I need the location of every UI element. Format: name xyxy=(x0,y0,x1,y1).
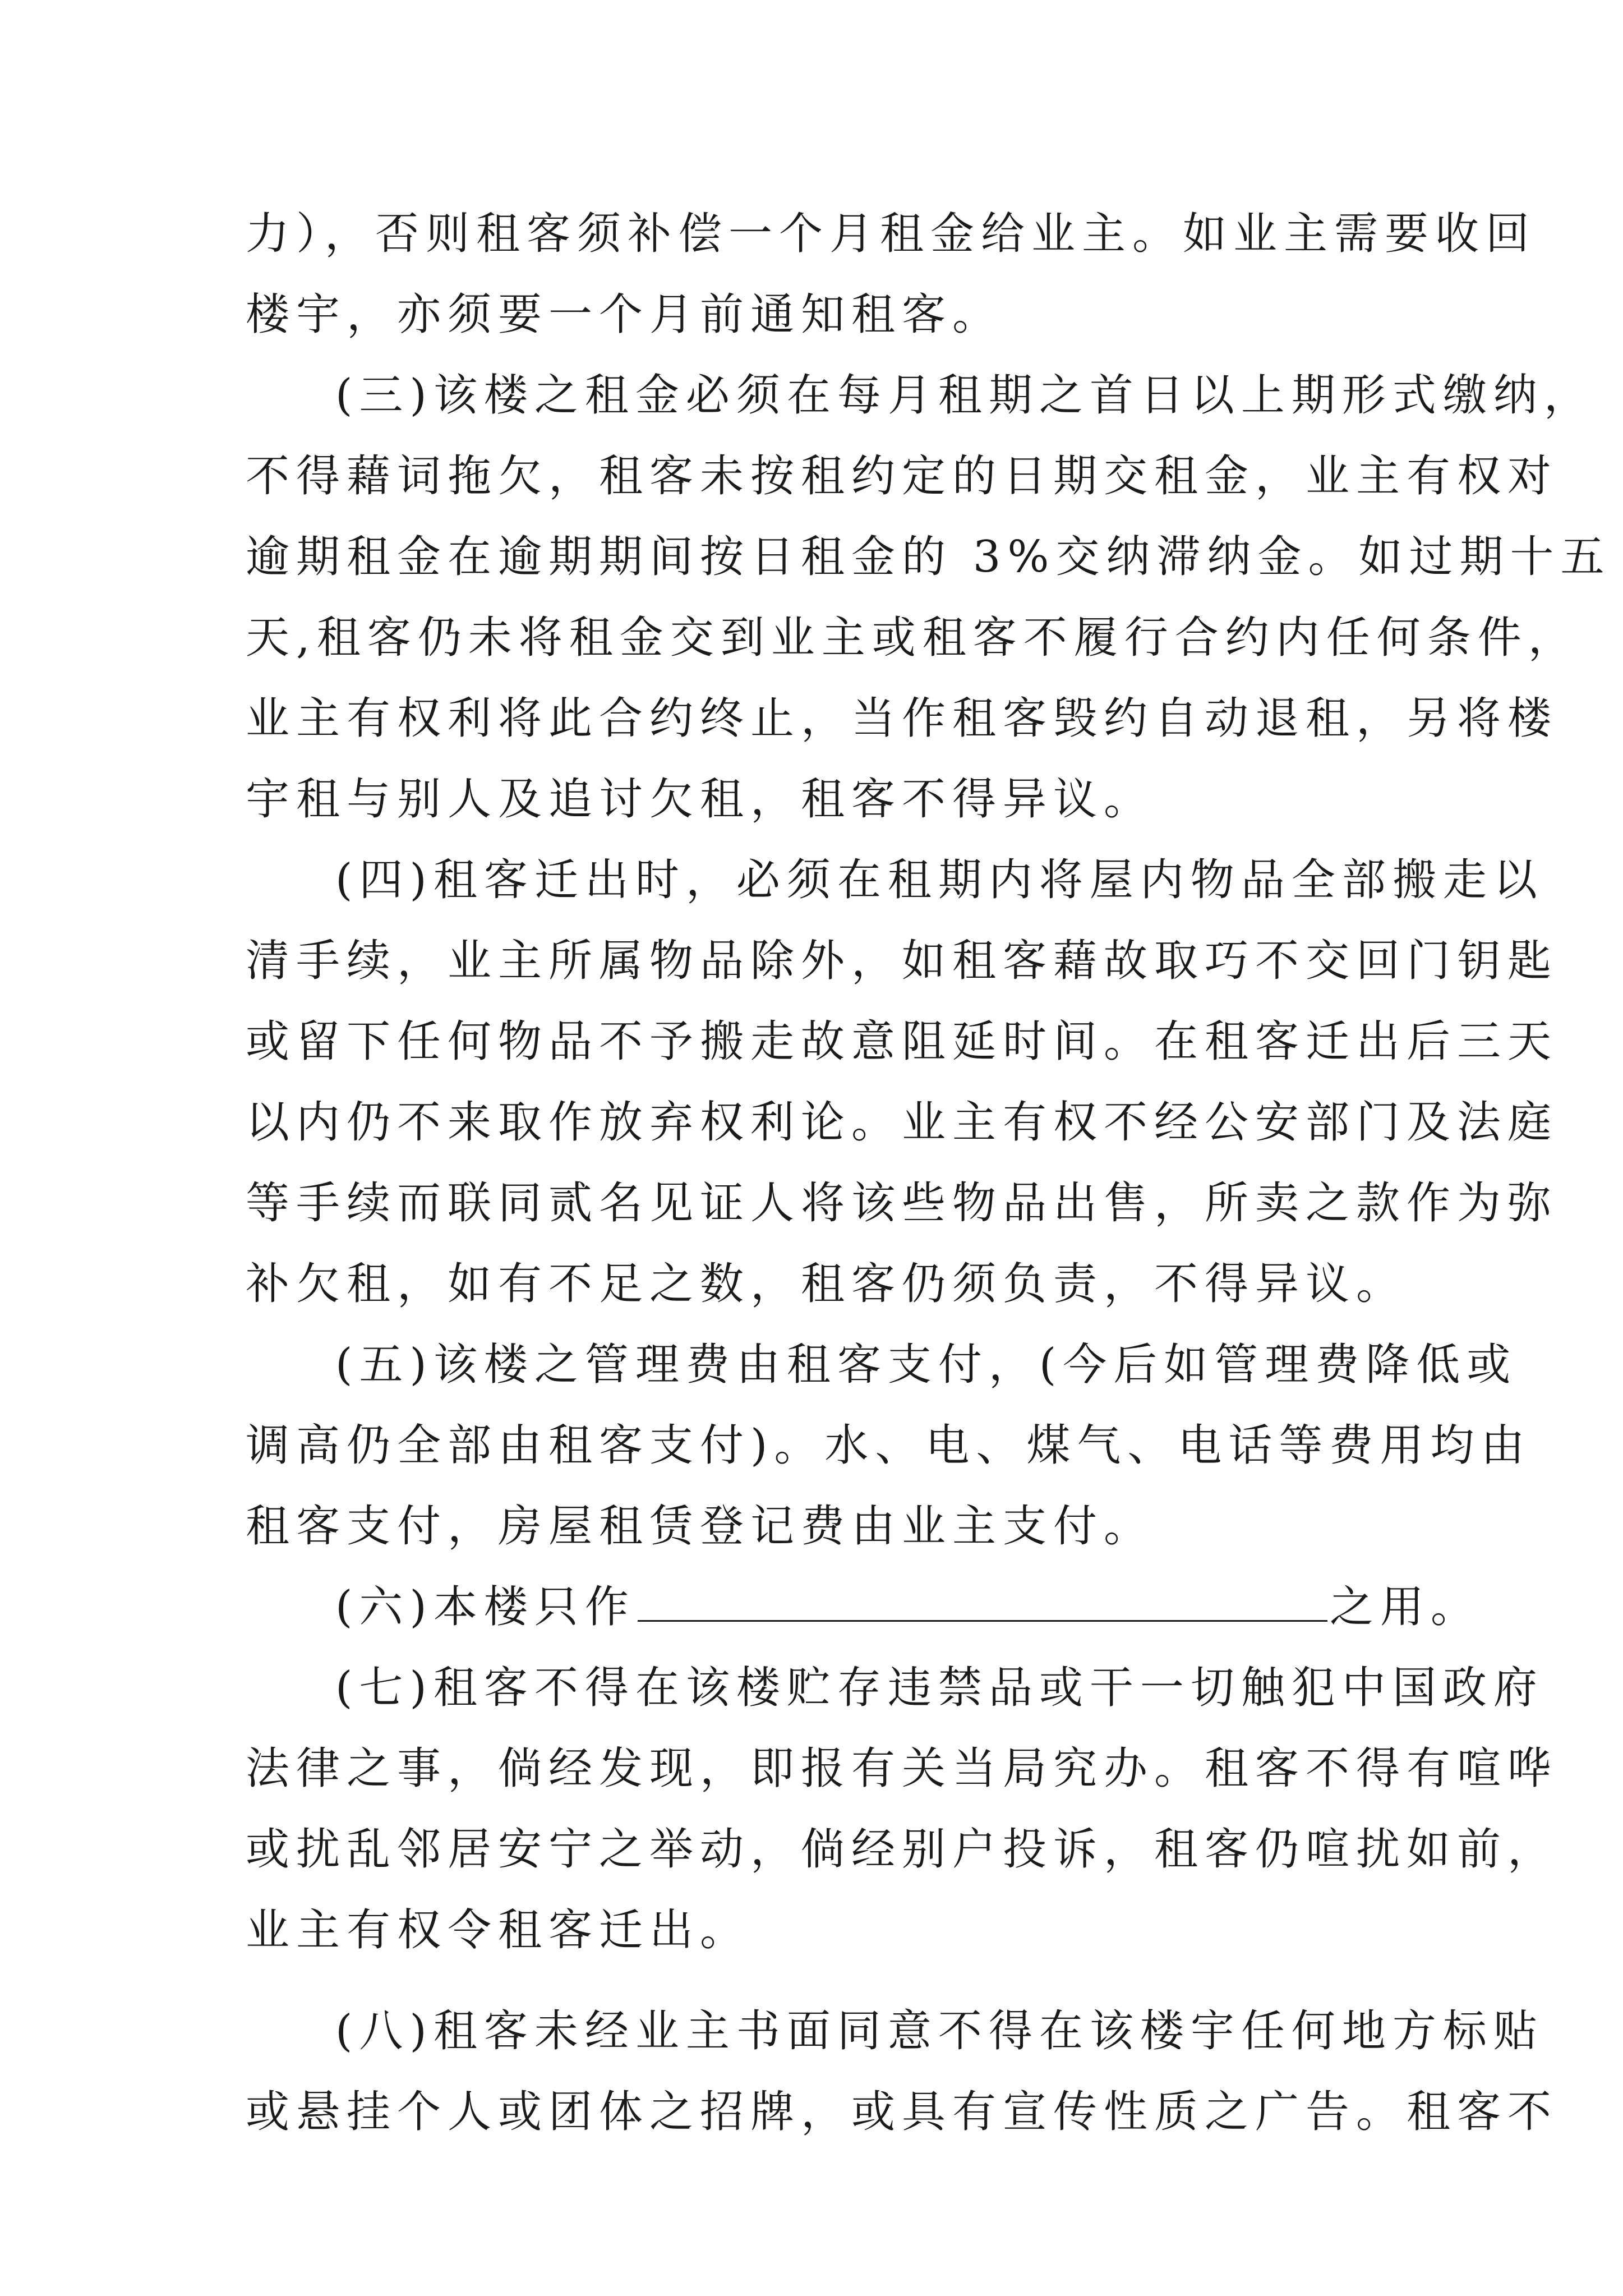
text-line: 补欠租，如有不足之数，租客仍须负责，不得异议。 xyxy=(246,1259,1407,1309)
text-line: 宇租与别人及追讨欠租，租客不得异议。 xyxy=(246,774,1155,825)
text-line: 调高仍全部由租客支付)。水、电、煤气、电话等费用均由 xyxy=(246,1420,1532,1471)
text-line: 或扰乱邻居安宁之举动，倘经别户投诉，租客仍喧扰如前， xyxy=(246,1824,1559,1875)
text-line: (四)租客迁出时，必须在租期内将屋内物品全部搬走以 xyxy=(335,855,1544,905)
clause-5 xyxy=(246,1324,1532,1567)
text-line: 不得藉词拖欠，租客未按租约定的日期交租金，业主有权对 xyxy=(246,451,1559,501)
text-line: 力），否则租客须补偿一个月租金给业主。如业主需要收回 xyxy=(246,209,1537,259)
text-line: 租客支付，房屋租赁登记费由业主支付。 xyxy=(246,1501,1155,1552)
text-line: 天,租客仍未将租金交到业主或租客不履行合约内任何条件， xyxy=(246,613,1579,663)
text-line: 业主有权利将此合约终止，当作租客毁约自动退租，另将楼 xyxy=(246,693,1559,744)
text-line: 等手续而联同贰名见证人将该些物品出售，所卖之款作为弥 xyxy=(246,1178,1559,1228)
clause-4 xyxy=(246,840,1559,1324)
paragraph-continuation xyxy=(246,194,1537,355)
text-line: 或留下任何物品不予搬走故意阻延时间。在租客迁出后三天 xyxy=(246,1016,1559,1067)
text-line: (三)该楼之租金必须在每月租期之首日以上期形式缴纳， xyxy=(335,370,1594,421)
text-line: 或悬挂个人或团体之招牌，或具有宣传性质之广告。租客不 xyxy=(246,2087,1559,2137)
text-line: (七)租客不得在该楼贮存违禁品或干一切触犯中国政府 xyxy=(335,1663,1544,1713)
text-line: 楼宇，亦须要一个月前通知租客。 xyxy=(246,289,1003,340)
text-line: 以内仍不来取作放弃权利论。业主有权不经公安部门及法庭 xyxy=(246,1097,1559,1148)
clause-6-suffix: 之用。 xyxy=(1329,1582,1481,1632)
clause-7 xyxy=(246,1648,1559,1971)
fill-in-blank-line xyxy=(638,1581,1327,1622)
text-line: 法律之事，倘经发现，即报有关当局究办。租客不得有喧哗 xyxy=(246,1743,1559,1794)
text-line: 逾期租金在逾期期间按日租金的 3%交纳滞纳金。如过期十五 xyxy=(246,532,1611,582)
text-line: (八)租客未经业主书面同意不得在该楼宇任何地方标贴 xyxy=(335,2006,1544,2056)
text-line: 业主有权令租客迁出。 xyxy=(246,1905,751,1955)
clause-6 xyxy=(246,1567,1481,1648)
text-line: 清手续，业主所属物品除外，如租客藉故取巧不交回门钥匙 xyxy=(246,936,1559,986)
document-body xyxy=(246,194,1611,2152)
paragraph-gap xyxy=(246,1971,1435,1991)
clause-3 xyxy=(246,355,1611,840)
clause-6-prefix: (六)本楼只作 xyxy=(335,1582,635,1632)
text-line xyxy=(246,1567,1481,1648)
text-line: (五)该楼之管理费由租客支付，(今后如管理费降低或 xyxy=(335,1340,1518,1390)
clause-8 xyxy=(246,1991,1559,2152)
